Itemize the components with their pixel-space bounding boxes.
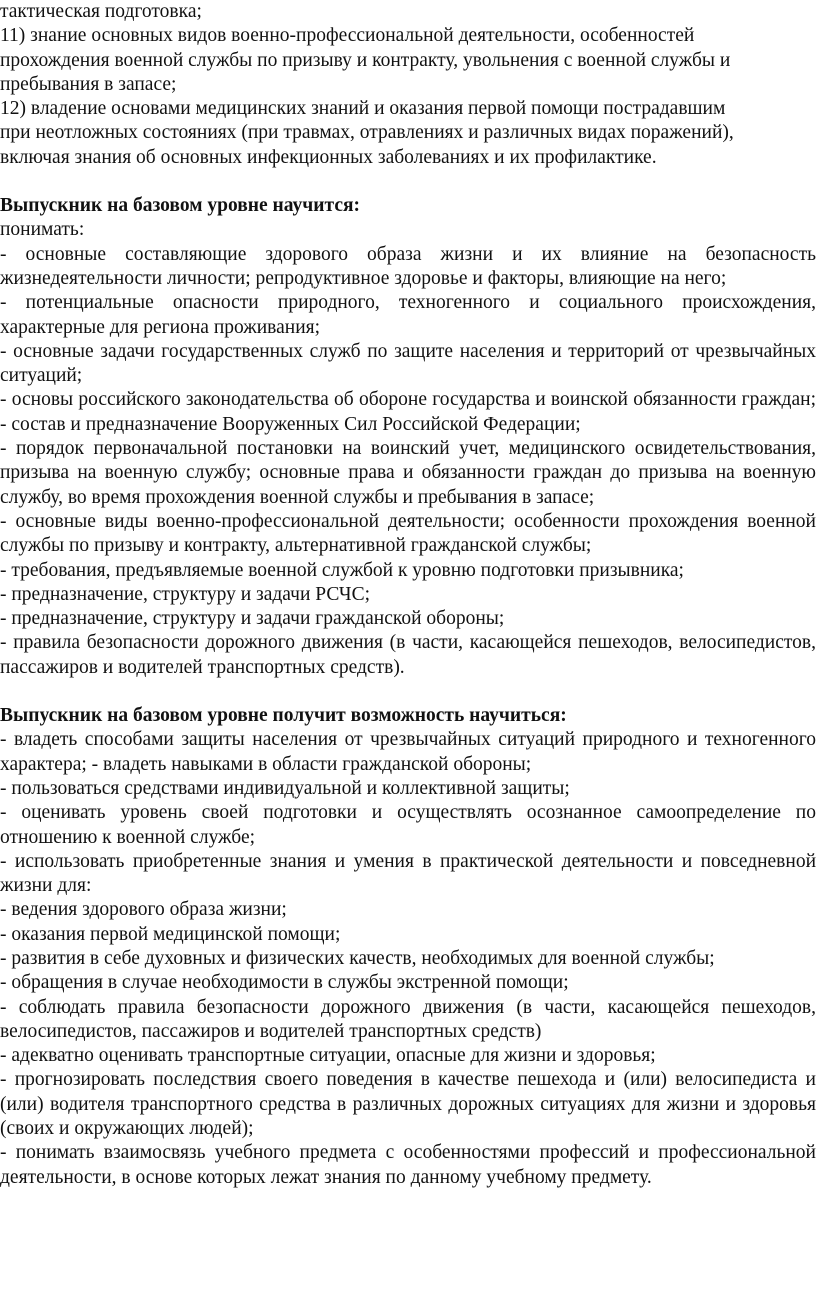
list-item: - основные составляющие здорового образа жизни и их влияние на безопасность жизнедеятельности личности; репродуктивное здоровье и факторы, влияющие на него; <box>0 243 816 289</box>
list-item: - предназначение, структуру и задачи гражданской обороны; <box>0 608 505 630</box>
list-item: - правила безопасности дорожного движения (в части, касающейся пешеходов, велосипедистов, пассажиров и водителей транспортных средств). <box>0 632 816 678</box>
list-item: - соблюдать правила безопасности дорожного движения (в части, касающейся пешеходов, велосипедистов, пассажиров и водителей транспортных средств) <box>0 996 816 1042</box>
intro-line: включая знания об основных инфекционных заболеваниях и их профилактике. <box>0 146 657 168</box>
intro-line: прохождения военной службы по призыву и контракту, увольнения с военной службы и <box>0 49 731 71</box>
list-item: - адекватно оценивать транспортные ситуации, опасные для жизни и здоровья; <box>0 1045 656 1067</box>
list-item: - основные виды военно-профессиональной деятельности; особенности прохождения военной службы по призыву и контракту, альтернативной гражданской службы; <box>0 510 816 557</box>
intro-line: тактическая подготовка; <box>0 1 202 22</box>
section-heading: Выпускник на базовом уровне научится: <box>0 195 361 217</box>
list-item: - прогнозировать последствия своего поведения в качестве пешехода и (или) велосипедиста и (или) водителя транспортного средства в различных дорожных ситуациях для жизни и здоровья (своих и окружающих людей); <box>0 1069 816 1140</box>
list-item: - понимать взаимосвязь учебного предмета с особенностями профессий и профессиональной деятельности, в основе которых лежат знания по данному учебному предмету. <box>0 1142 816 1188</box>
list-item: - использовать приобретенные знания и умения в практической деятельности и повседневной жизни для: <box>0 850 816 897</box>
list-item: - основные задачи государственных служб по защите населения и территорий от чрезвычайных ситуаций; <box>0 340 816 387</box>
list-item: - основы российского законодательства об обороне государства и воинской обязанности граждан; - состав и предназначение Вооруженных Сил Российской Федерации; <box>0 389 816 435</box>
list-item: - потенциальные опасности природного, техногенного и социального происхождения, характерные для региона проживания; <box>0 292 816 338</box>
list-item: - развития в себе духовных и физических качеств, необходимых для военной службы; <box>0 947 715 969</box>
section-heading: Выпускник на базовом уровне получит возможность научиться: <box>0 705 567 727</box>
list-item: - требования, предъявляемые военной службой к уровню подготовки призывника; <box>0 559 684 581</box>
list-item: - оказания первой медицинской помощи; <box>0 923 341 945</box>
intro-line: 12) владение основами медицинских знаний и оказания первой помощи пострадавшим <box>0 98 726 120</box>
list-item: - порядок первоначальной постановки на воинский учет, медицинского освидетельствования, призыва на военную службу; основные права и обязанности граждан до призыва на военную службу, во время прохождения военной службы и пребывания в запасе; <box>0 438 816 508</box>
list-item: - предназначение, структуру и задачи РСЧС; <box>0 583 371 605</box>
spacer <box>0 170 816 194</box>
list-item: - пользоваться средствами индивидуальной и коллективной защиты; <box>0 777 570 799</box>
list-item: - ведения здорового образа жизни; <box>0 899 287 921</box>
intro-line: пребывания в запасе; <box>0 73 177 95</box>
list-item: - обращения в случае необходимости в службы экстренной помощи; <box>0 972 569 994</box>
list-item: - оценивать уровень своей подготовки и осуществлять осознанное самоопределение по отношению к военной службе; <box>0 802 816 848</box>
list-item: - владеть способами защиты населения от чрезвычайных ситуаций природного и техногенного характера; - владеть навыками в области гражданской обороны; <box>0 729 816 775</box>
spacer <box>0 680 816 704</box>
intro-line: 11) знание основных видов военно-профессиональной деятельности, особенностей <box>0 25 695 47</box>
intro-line: при неотложных состояниях (при травмах, отравлениях и различных видах поражений), <box>0 122 734 144</box>
section-lead: понимать: <box>0 219 85 241</box>
